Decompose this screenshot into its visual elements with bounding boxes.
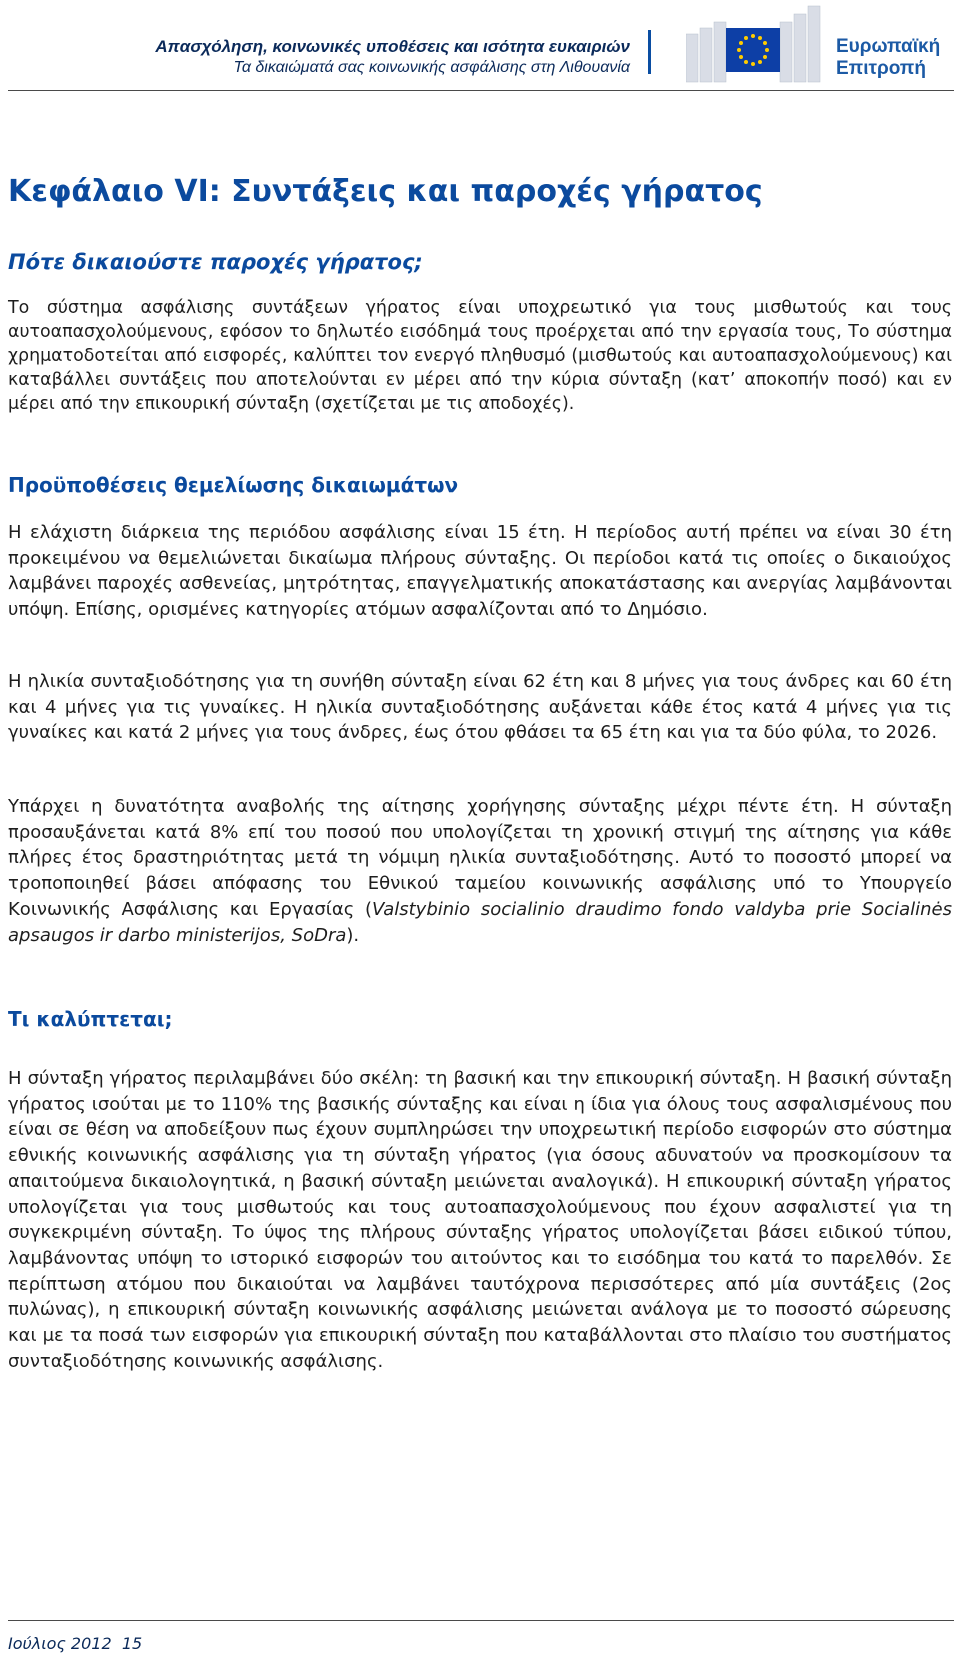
paragraph-insurance-system: Το σύστημα ασφάλισης συντάξεων γήρατος είναι υποχρεωτικό για τους μισθωτούς και τους αυτοαπασχολούμενους, εφόσον το δηλωτέο εισόδημά τους προέρχεται από την εργασία τους, Το σύστημα χρηματοδοτείται από εισφορές, καλύπτει τον ενεργό πληθυσμό (μισθωτούς και αυτοαπασχολούμενους) και καταβάλλει συντάξεις που αποτελούνται εν μέρει από την κύρια σύνταξη (κατ’ αποκοπήν ποσό) και εν μέρει από την επικουρική σύνταξη (σχετίζεται με τις αποδοχές). (8, 298, 952, 414)
chapter-title: Κεφάλαιο VI: Συντάξεις και παροχές γήρατος (8, 174, 763, 209)
org-name-line1: Ευρωπαϊκή (836, 36, 941, 57)
european-commission-logo-icon (686, 4, 826, 86)
paragraph-deferral (8, 794, 952, 948)
footer-rule (8, 1620, 954, 1621)
section-heading-coverage: Τι καλύπτεται; (8, 1007, 173, 1031)
page-header (0, 0, 960, 96)
header-department: Απασχόληση, κοινωνικές υποθέσεις και ισότητα ευκαιριών (155, 37, 630, 56)
footer-date: Ιούλιος 2012 (8, 1634, 112, 1653)
header-divider (648, 30, 651, 74)
page-number: 15 (121, 1634, 143, 1653)
section-heading-eligibility: Πότε δικαιούστε παροχές γήρατος; (8, 250, 423, 274)
org-name (836, 36, 940, 80)
header-text (155, 36, 630, 78)
paragraph-coverage: Η σύνταξη γήρατος περιλαμβάνει δύο σκέλη: τη βασική και την επικουρική σύνταξη. Η βασική σύνταξη γήρατος ισούται με το 110% της βασικής σύνταξης και είναι η ίδια για όλους τους ασφαλισμένους που είναι σε θέση να αποδείξουν πως έχουν συμπληρώσει την υποχρεωτική περίοδο εισφορών στο σύστημα εθνικής κοινωνικής ασφάλισης για τη σύνταξη γήρατος (για όσους αδυνατούν να προσκομίσουν τα απαιτούμενα δικαιολογητικά, η βασική σύνταξη μειώνεται αναλογικά). Η επικουρική σύνταξη γήρατος υπολογίζεται για τους μισθωτούς και τους αυτοαπασχολούμενους που έχουν ασφαλιστεί για τη συγκεκριμένη σύνταξη. Το ύψος της πλήρους σύνταξης γήρατος υπολογίζεται βάσει ειδικού τύπου, λαμβάνοντας υπόψη το ιστορικό εισφορών του αιτούντος και το εισόδημα του κατά το παρελθόν. Σε περίπτωση ατόμου που δικαιούται να λαμβάνει ταυτόχρονα περισσότερες από μία συντάξεις (2ος πυλώνας), η επικουρική σύνταξη κοινωνικής ασφάλισης μειώνεται ανάλογα με το ποσοστό σώρευσης και με τα ποσά των εισφορών για επικουρική σύνταξη που καταβάλλονται στο πλαίσιο του συστήματος συνταξιοδότησης κοινωνικής ασφάλισης. (8, 1068, 952, 1372)
header-rule (8, 90, 954, 91)
deferral-text: Υπάρχει η δυνατότητα αναβολής της αίτησης χορήγησης σύνταξης μέχρι πέντε έτη. Η σύνταξη προσαυξάνεται κατά 8% επί του ποσού που υπολογίζεται τη χρονική στιγμή της αίτησης για κάθε πλήρες έτος δραστηριότητας μετά τη νόμιμη ηλικία συνταξιοδότησης. Αυτό το ποσοστό μπορεί να τροποποιηθεί βάσει απόφασης του Εθνικού ταμείου κοινωνικής ασφάλισης υπό το Υπουργείο Κοινωνικής Ασφάλισης και Εργασίας ( (8, 796, 952, 920)
paragraph-retirement-age: Η ηλικία συνταξιοδότησης για τη συνήθη σύνταξη είναι 62 έτη και 8 μήνες για τους άνδρες και 60 έτη και 4 μήνες για τις γυναίκες. Η ηλικία συνταξιοδότησης αυξάνεται κάθε έτος κατά 4 μήνες για τις γυναίκες και κατά 2 μήνες για τους άνδρες, έως ότου φθάσει τα 65 έτη και για τα δύο φύλα, το 2026. (8, 671, 952, 744)
org-name-line2: Επιτροπή (836, 58, 926, 79)
deferral-text-end: ). (346, 924, 360, 946)
header-guide-title: Τα δικαιώματά σας κοινωνικής ασφάλισης στη Λιθουανία (233, 59, 630, 76)
institution-name: Valstybinio socialinio draudimo fondo valdyba prie Socialinės apsaugos ir darbo ministerijos, SoDra (8, 898, 952, 946)
section-heading-conditions: Προϋποθέσεις θεμελίωσης δικαιωμάτων (8, 473, 459, 497)
paragraph-minimum-period: Η ελάχιστη διάρκεια της περιόδου ασφάλισης είναι 15 έτη. Η περίοδος αυτή πρέπει να είναι 30 έτη προκειμένου να θεμελιώνεται δικαίωμα πλήρους σύνταξης. Οι περίοδοι κατά τις οποίες ο δικαιούχος λαμβάνει παροχές ασθενείας, μητρότητας, επαγγελματικής αποκατάστασης και ανεργίας λαμβάνονται υπόψη. Επίσης, ορισμένες κατηγορίες ατόμων ασφαλίζονται από το Δημόσιο. (8, 522, 952, 621)
page-footer (8, 1634, 142, 1653)
